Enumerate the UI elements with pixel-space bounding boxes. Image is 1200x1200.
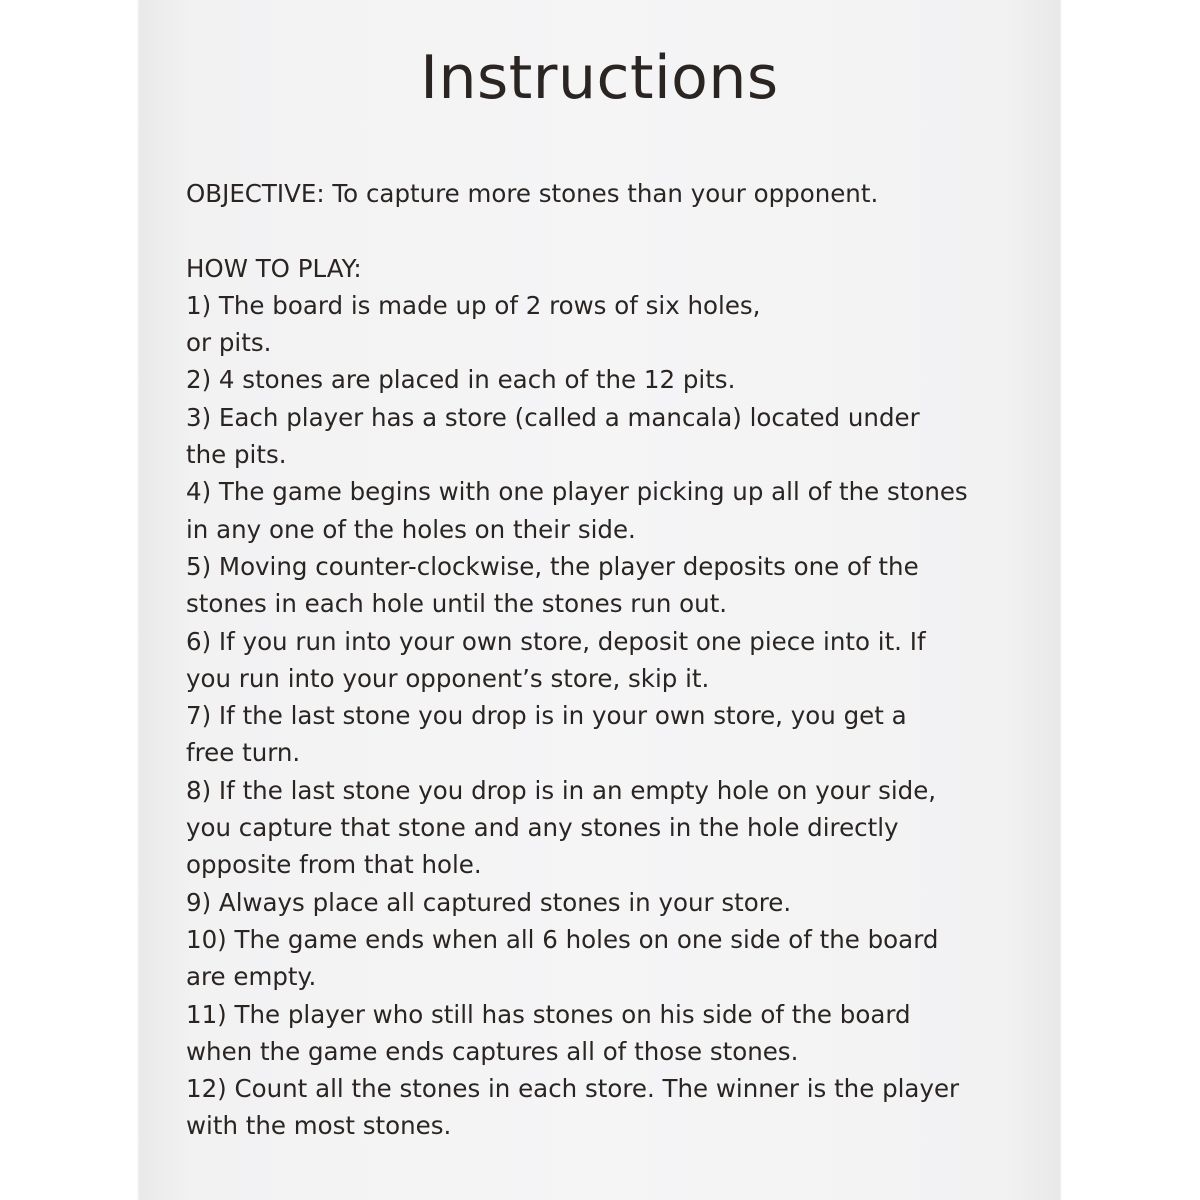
page-title: Instructions [420,43,779,113]
instruction-line: the pits. [186,440,287,470]
instruction-line: 1) The board is made up of 2 rows of six holes, [186,290,761,320]
instruction-line: 7) If the last stone you drop is in your own store, you get a [186,701,907,731]
instruction-line: 8) If the last stone you drop is in an empty hole on your side, [186,775,937,805]
instruction-line: stones in each hole until the stones run out. [186,589,728,619]
instruction-line: 12) Count all the stones in each store. The winner is the player [186,1074,960,1104]
instruction-line: 9) Always place all captured stones in your store. [186,887,792,917]
instruction-line: are empty. [186,962,317,992]
instruction-line: 10) The game ends when all 6 holes on one side of the board [186,924,939,954]
instruction-line: when the game ends captures all of those stones. [186,1036,799,1066]
instruction-line: you run into your opponent’s store, skip it. [186,663,710,693]
instruction-card [139,0,1060,1200]
instruction-line: in any one of the holes on their side. [186,514,636,544]
instruction-line: 5) Moving counter-clockwise, the player deposits one of the [186,551,919,581]
instructions-body [186,175,1056,1145]
how-to-play-heading: HOW TO PLAY: [186,253,362,283]
instruction-line: free turn. [186,738,301,768]
instruction-line: 11) The player who still has stones on his side of the board [186,999,911,1029]
instruction-line: 3) Each player has a store (called a mancala) located under [186,402,920,432]
objective-text: OBJECTIVE: To capture more stones than your opponent. [186,179,879,208]
instruction-line: 2) 4 stones are placed in each of the 12 pits. [186,365,736,395]
instruction-line: or pits. [186,328,272,358]
instruction-line: 6) If you run into your own store, deposit one piece into it. If [186,626,926,656]
instruction-line: with the most stones. [186,1111,452,1141]
instruction-line: opposite from that hole. [186,850,482,880]
paragraph-spacer [186,212,1056,249]
instruction-line: 4) The game begins with one player picking up all of the stones [186,477,968,507]
instruction-line: you capture that stone and any stones in the hole directly [186,813,899,843]
